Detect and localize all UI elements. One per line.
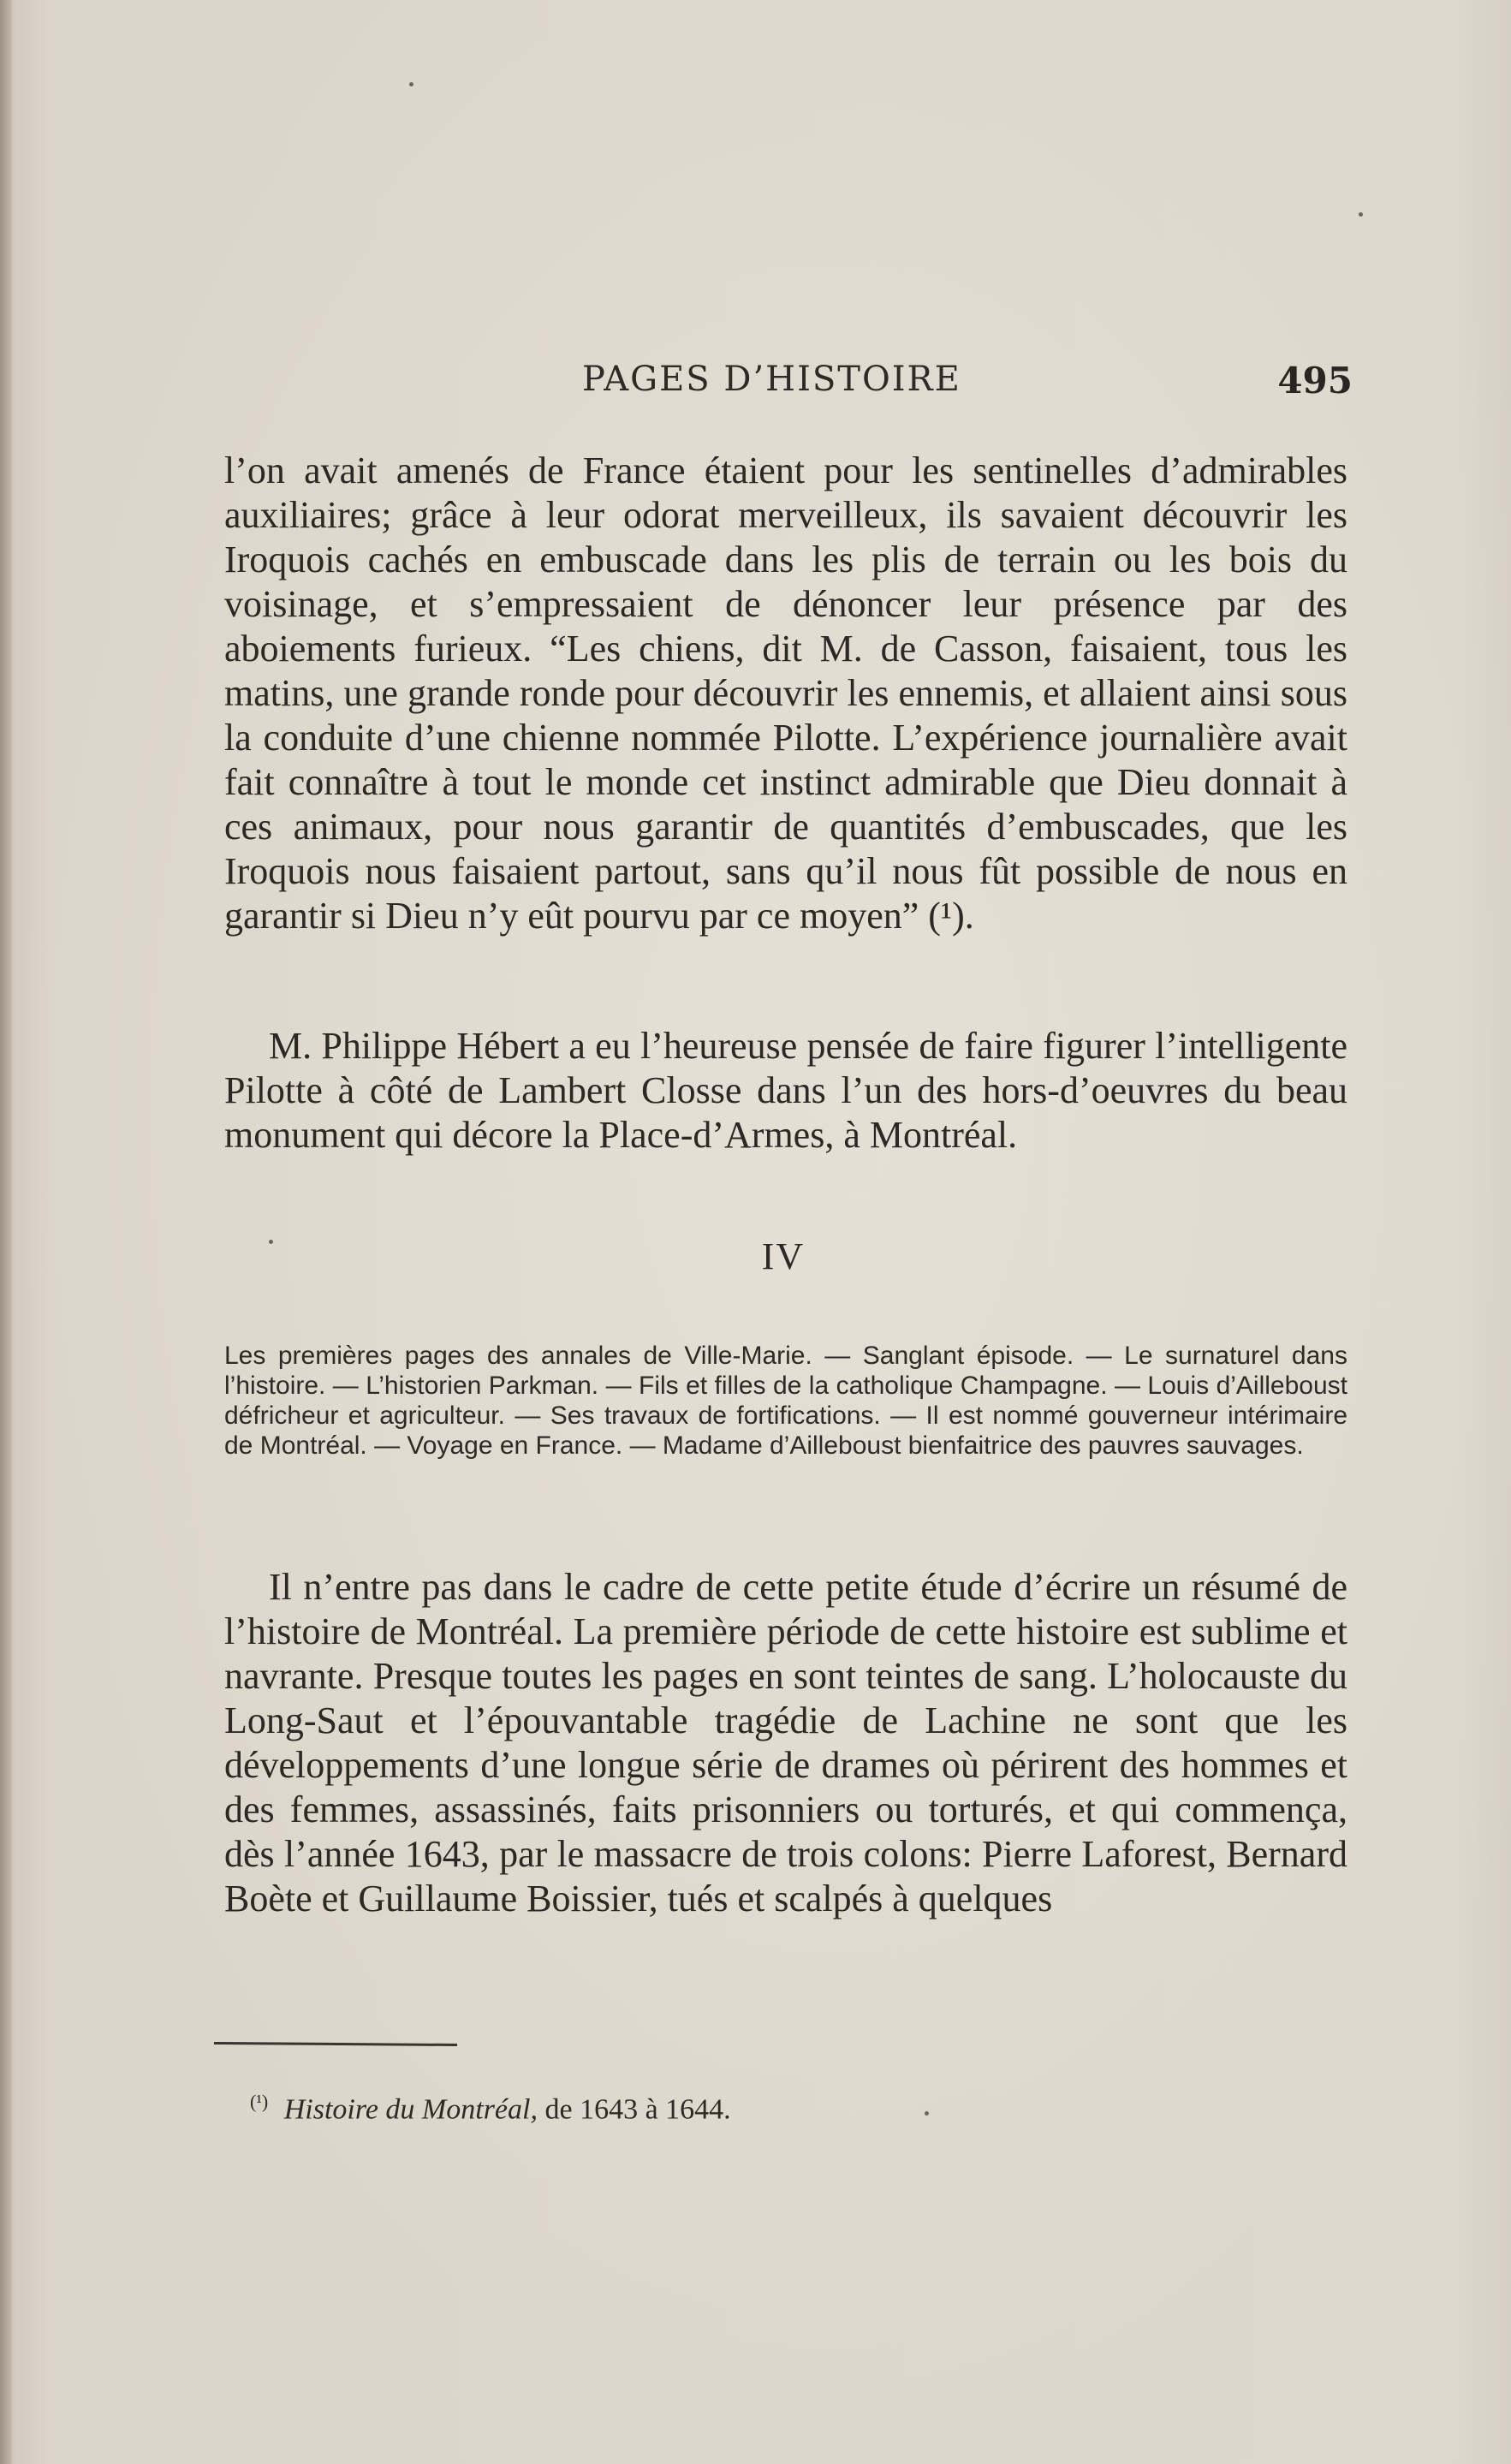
footnote-mark: (¹) <box>250 2091 269 2112</box>
footnote-divider <box>214 2042 457 2046</box>
paragraph-1: l’on avait amenés de France étaient pour les sentinelles d’admirables auxiliaires; grâce à leur odorat merveilleux, ils savaient découvrir les Iroquois cachés en embuscade dans les plis de terrain ou les bois du voisinage, et s’empressaient de dénoncer leur présence par des aboiements furieux. “Les chiens, dit M. de Casson, faisaient, tous les matins, une grande ronde pour découvrir les ennemis, et allaient ainsi sous la conduite d’une chienne nommée Pilotte. L’expérience journalière avait fait connaître à tout le monde cet instinct admirable que Dieu donnait à ces animaux, pour nous garantir de quantités d’embuscades, que les Iroquois nous faisaient partout, sans qu’il nous fût possible de nous en garantir si Dieu n’y eût pourvu par ce moyen” (¹). <box>224 449 1347 937</box>
paragraph-continued <box>224 449 1347 938</box>
page-header <box>223 360 1353 411</box>
section-summary-text: Les premières pages des annales de Ville-Marie. — Sanglant épisode. — Le surnaturel dans l’histoire. — L’historien Parkman. — Fils et filles de la catholique Champagne. — Louis d’Ailleboust défricheur et agriculteur. — Ses travaux de fortifications. — Il est nommé gouverneur intérimaire de Montréal. — Voyage en France. — Madame d’Ailleboust bienfaitrice des pauvres sauvages. <box>224 1342 1347 1460</box>
footnote-rest: de 1643 à 1644. <box>544 2093 731 2126</box>
paper-speck <box>925 2111 929 2116</box>
footnote <box>250 2091 731 2126</box>
paper-speck <box>269 1240 273 1244</box>
paper-speck <box>1359 212 1363 217</box>
running-title: PAGES D’HISTOIRE <box>582 360 961 399</box>
page-number: 495 <box>1277 360 1353 402</box>
paragraph-2: M. Philippe Hébert a eu l’heureuse pensée de faire figurer l’intelligente Pilotte à côté de Lambert Closse dans l’un des hors-d’oeuvres du beau monument qui décore la Place-d’Armes, à Montréal. <box>224 1025 1347 1156</box>
paragraph-3: Il n’entre pas dans le cadre de cette petite étude d’écrire un résumé de l’histoire de Montréal. La première période de cette histoire est sublime et navrante. Presque toutes les pages en sont teintes de sang. L’holocauste du Long-Saut et l’épouvantable tragédie de Lachine ne sont que les développements d’une longue série de drames où périrent des hommes et des femmes, assassinés, faits prisonniers ou torturés, et qui commença, dès l’année 1643, par le massacre de trois colons: Pierre Laforest, Bernard Boète et Guillaume Boissier, tués et scalpés à quelques <box>224 1566 1347 1919</box>
paragraph-hebert <box>224 1024 1347 1158</box>
footnote-title: Histoire du Montréal, <box>283 2093 538 2126</box>
section-summary <box>224 1341 1347 1461</box>
paper-speck <box>409 82 413 86</box>
page-spine-shadow <box>0 0 12 2464</box>
paragraph-montreal-history <box>224 1565 1347 1921</box>
section-number: IV <box>761 1235 806 1277</box>
